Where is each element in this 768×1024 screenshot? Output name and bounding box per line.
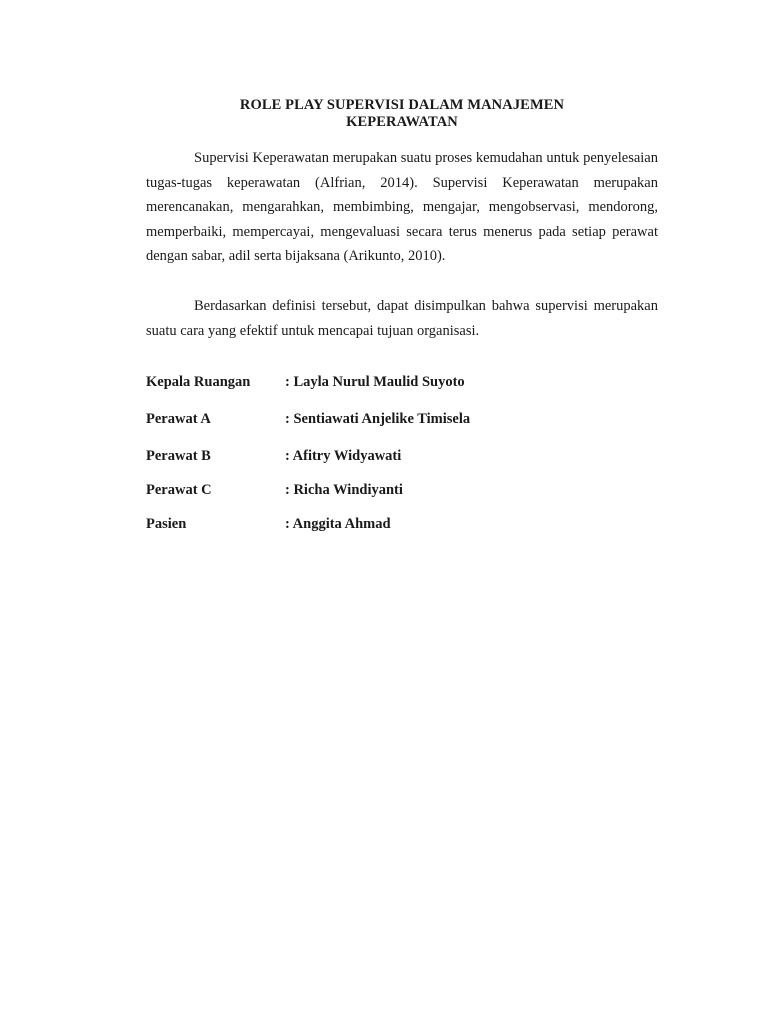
document-title-line-1: ROLE PLAY SUPERVISI DALAM MANAJEMEN: [239, 97, 565, 113]
paragraph-definition: Supervisi Keperawatan merupakan suatu proses kemudahan untuk penyelesaian tugas-tugas keperawatan (Alfrian, 2014). Supervisi Keperawatan merupakan merencanakan, mengarahkan, membimbing, mengajar, mengobservasi, mendorong, memperbaiki, mempercayai, mengevaluasi secara terus menerus pada setiap perawat dengan sabar, adil serta bijaksana (Arikunto, 2010).: [146, 150, 658, 264]
document-title-line-2: KEPERAWATAN: [346, 114, 458, 130]
role-row-perawat-b: [146, 448, 658, 466]
role-row-perawat-a: [146, 411, 658, 429]
role-label: Perawat B: [146, 448, 211, 464]
role-value: : Layla Nurul Maulid Suyoto: [285, 374, 465, 390]
role-value: : Sentiawati Anjelike Timisela: [285, 411, 471, 427]
role-value: : Afitry Widyawati: [285, 448, 402, 464]
paragraph-conclusion: Berdasarkan definisi tersebut, dapat disimpulkan bahwa supervisi merupakan suatu cara yang efektif untuk mencapai tujuan organisasi.: [146, 298, 658, 339]
role-label: Perawat A: [146, 411, 211, 427]
role-value: : Richa Windiyanti: [285, 482, 403, 498]
role-label: Kepala Ruangan: [146, 374, 251, 390]
role-row-pasien: [146, 516, 658, 534]
role-value: : Anggita Ahmad: [285, 516, 391, 532]
role-label: Pasien: [146, 516, 187, 532]
role-row-perawat-c: [146, 482, 658, 500]
role-row-kepala-ruangan: [146, 374, 658, 392]
role-label: Perawat C: [146, 482, 212, 498]
